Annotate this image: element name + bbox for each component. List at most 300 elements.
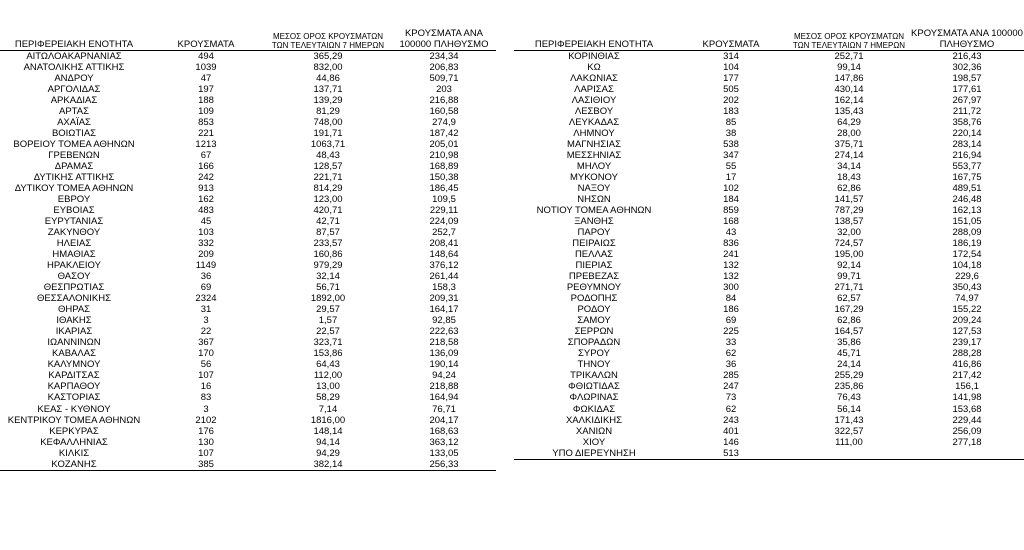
cell-per100k: 203 [436,84,452,96]
cell-per100k: 218,88 [429,381,459,393]
cell-region: ΝΟΤΙΟΥ ΤΟΜΕΑ ΑΘΗΝΩΝ [536,205,652,217]
table-row [514,227,1024,238]
table-row [0,359,496,370]
table-row [514,205,1024,216]
cell-avg7: 255,29 [834,370,864,382]
cell-region: ΦΛΩΡΙΝΑΣ [569,392,619,404]
cell-per100k: 489,51 [952,183,982,195]
table-row [0,106,496,117]
cell-avg7: 87,57 [316,227,340,239]
cell-cases: 2102 [195,414,217,426]
cell-avg7: 430,14 [834,84,864,96]
cell-avg7: 24,14 [837,359,861,371]
cell-per100k: 216,43 [952,51,982,62]
cell-region: ΧΙΟΥ [582,436,606,448]
table-row [0,117,496,128]
cell-region: ΘΑΣΟΥ [57,271,91,283]
cell-avg7: 22,57 [316,326,340,338]
table-row [0,348,496,359]
table-row [0,51,496,63]
cell-per100k: 186,45 [429,183,459,195]
cell-avg7: 832,00 [313,62,343,74]
cell-per100k: 168,63 [429,425,459,437]
cell-region: ΣΠΟΡΑΔΩΝ [567,337,621,349]
table-row [514,117,1024,128]
cell-cases: 853 [198,117,214,129]
cell-region: ΑΝΔΡΟΥ [54,73,94,85]
cell-region: ΚΑΛΥΜΝΟΥ [47,359,101,371]
cell-region: ΚΑΒΑΛΑΣ [52,348,96,360]
cell-region: ΛΕΣΒΟΥ [574,106,614,118]
table-row [0,415,496,426]
cell-per100k: 358,76 [952,117,982,129]
cell-cases: 494 [198,51,214,62]
cell-per100k: 553,77 [952,161,982,173]
cell-cases: 300 [723,282,739,294]
cell-per100k: 229,11 [429,205,459,217]
cell-per100k: 216,88 [429,95,459,107]
table-row [0,304,496,315]
table-row [0,172,496,183]
cell-region: ΚΙΛΚΙΣ [58,447,90,459]
table-row [514,216,1024,227]
table-row [514,150,1024,161]
cell-region: ΑΧΑΪΑΣ [57,117,91,129]
cell-avg7: 420,71 [313,205,343,217]
cell-per100k: 288,28 [952,348,982,360]
cell-avg7: 1063,71 [310,139,346,151]
cell-avg7: 94,14 [316,436,340,448]
cell-region: ΜΥΚΟΝΟΥ [570,172,618,184]
cell-avg7: 274,14 [834,150,864,162]
table-row [514,315,1024,326]
table-row [0,392,496,403]
cell-region: ΚΑΡΔΙΤΣΑΣ [48,370,100,382]
table-row [514,95,1024,106]
cell-avg7: 1892,00 [310,293,346,305]
cell-region: ΣΑΜΟΥ [577,315,611,327]
cell-avg7: 94,29 [316,447,340,459]
cell-avg7: 221,71 [313,172,343,184]
cell-per100k: 222,63 [429,326,459,338]
cell-avg7: 28,00 [837,128,861,140]
cell-per100k: 220,14 [952,128,982,140]
cell-region: ΜΑΓΝΗΣΙΑΣ [567,139,621,151]
cell-avg7: 7,14 [318,403,338,415]
cell-region: ΤΡΙΚΑΛΩΝ [570,370,618,382]
cell-avg7: 56,71 [316,282,340,294]
cell-per100k: 204,17 [429,414,459,426]
cell-per100k: 229,44 [952,414,982,426]
cell-per100k: 150,38 [429,172,459,184]
cell-per100k: 133,05 [429,447,459,459]
cell-cases: 132 [723,260,739,272]
cell-region: ΚΟΖΑΝΗΣ [0,459,148,471]
table-row [514,293,1024,304]
table-row [0,315,496,326]
cell-avg7: 45,71 [837,348,861,360]
cell-avg7: 365,29 [313,51,343,62]
cell-region: ΔΡΑΜΑΣ [54,161,94,173]
cell-cases: 107 [198,370,214,382]
cell-cases: 243 [723,414,739,426]
cell-per100k: 209,24 [952,315,982,327]
cell-cases: 36 [200,271,212,283]
table-row [0,139,496,150]
header-row [514,22,1024,51]
cell-cases: 221 [198,128,214,140]
cell-region: ΝΑΞΟΥ [577,183,611,195]
cell-region: ΔΥΤΙΚΟΥ ΤΟΜΕΑ ΑΘΗΝΩΝ [14,183,134,195]
cell-avg7: 139,29 [313,95,343,107]
cell-region: ΑΙΤΩΛΟΑΚΑΡΝΑΝΙΑΣ [26,51,122,62]
cell-avg7: 153,86 [313,348,343,360]
table-row [0,194,496,205]
cell-region: ΧΑΛΚΙΔΙΚΗΣ [565,414,623,426]
cell-cases: 109 [198,106,214,118]
table-row [0,205,496,216]
cell-per100k: 239,17 [952,337,982,349]
cell-cases: 69 [725,315,737,327]
cell-avg7: 128,57 [313,161,343,173]
cell-cases: 1149 [195,260,217,272]
cell-cases: 184 [723,194,739,206]
cell-avg7: 787,29 [834,205,864,217]
cell-region: ΖΑΚΥΝΘΟΥ [47,227,101,239]
cell-cases: 332 [198,238,214,250]
cell-avg7: 148,14 [313,425,343,437]
cell-region: ΦΘΙΩΤΙΔΑΣ [568,381,620,393]
cell-cases: 162 [198,194,214,206]
cell-region: ΓΡΕΒΕΝΩΝ [48,150,100,162]
table-row [514,106,1024,117]
cell-cases: 186 [723,304,739,316]
table-row [514,415,1024,426]
cell-region: ΠΑΡΟΥ [577,227,611,239]
cell-cases: 166 [198,161,214,173]
cell-region: ΣΕΡΡΩΝ [574,326,614,338]
table-row [0,271,496,282]
cell-per100k: 224,09 [429,216,459,228]
cell-per100k: 164,17 [429,304,459,316]
cell-avg7: 81,29 [316,106,340,118]
cell-region: ΒΟΡΕΙΟΥ ΤΟΜΕΑ ΑΘΗΝΩΝ [13,139,135,151]
cell-region: ΚΕΑΣ - ΚΥΘΝΟΥ [37,403,111,415]
table-body-left [0,51,496,471]
cell-per100k: 151,05 [952,216,982,228]
table-row [514,381,1024,392]
cell-per100k: 76,71 [432,403,456,415]
cell-per100k: 164,94 [429,392,459,404]
cell-region: ΘΕΣΣΑΛΟΝΙΚΗΣ [37,293,111,305]
cell-avg7: 56,14 [837,403,861,415]
cell-per100k: 167,75 [952,172,982,184]
table-row [514,183,1024,194]
table-row [0,249,496,260]
table-row [0,293,496,304]
cell-per100k: 92,85 [432,315,456,327]
cell-region: ΠΙΕΡΙΑΣ [575,260,613,272]
cell-region: ΕΥΒΟΙΑΣ [53,205,95,217]
cell-per100k: 162,13 [952,205,982,217]
cell-per100k: 155,22 [952,304,982,316]
header-region: ΠΕΡΙΦΕΡΕΙΑΚΗ ΕΝΟΤΗΤΑ [514,22,674,51]
table-row [0,161,496,172]
cell-cases: 33 [725,337,737,349]
cell-avg7: 1,57 [318,315,338,327]
cell-avg7: 35,86 [837,337,861,349]
table-row [0,282,496,293]
cell-avg7: 814,29 [313,183,343,195]
cell-per100k: 218,58 [429,337,459,349]
cell-avg7: 111,00 [835,436,863,448]
cell-per100k: 283,14 [952,139,982,151]
cell-cases: 285 [723,370,739,382]
cell-cases: 859 [723,205,739,217]
cell-cases: 73 [725,392,737,404]
cell-cases: 83 [200,392,212,404]
cell-per100k: 109,5 [432,194,456,206]
table-row [514,426,1024,437]
table-row [0,150,496,161]
cell-region: ΚΕΦΑΛΛΗΝΙΑΣ [40,436,108,448]
table-row [0,426,496,437]
cell-region: ΣΥΡΟΥ [578,348,610,360]
cell-per100k: 256,33 [392,459,496,471]
cell-cases: 104 [723,62,739,74]
cell-avg7: 62,86 [837,183,861,195]
cell-cases: 225 [723,326,739,338]
table-row [514,84,1024,95]
cell-avg7: 191,71 [313,128,343,140]
cell-region: ΑΡΓΟΛΙΔΑΣ [47,84,101,96]
cell-region: ΗΛΕΙΑΣ [56,238,92,250]
table-row [0,84,496,95]
cell-per100k: 246,48 [952,194,982,206]
cell-cases: 538 [723,139,739,151]
cell-per100k: 190,14 [429,359,459,371]
cell-region: ΤΗΝΟΥ [577,359,611,371]
table-row [514,326,1024,337]
cell-per100k: 141,98 [952,392,982,404]
cell-avg7: 235,86 [834,381,864,393]
cell-avg7: 724,57 [834,238,864,250]
cell-per100k: 274,9 [432,117,456,129]
cell-region: ΡΕΘΥΜΝΟΥ [566,282,622,294]
cell-cases: 836 [723,238,739,250]
cell-region: ΛΕΥΚΑΔΑΣ [568,117,620,129]
cell-cases: 43 [725,227,737,239]
cell-per100k: 252,7 [432,227,456,239]
table-row [514,172,1024,183]
cell-cases: 17 [725,172,737,184]
cell-avg7: 322,57 [834,425,864,437]
cell-cases: 314 [723,51,739,62]
cell-avg7: 112,00 [313,370,343,382]
table-row [514,448,1024,460]
cell-region: ΘΗΡΑΣ [57,304,91,316]
cell-cases: 247 [723,381,739,393]
cell-per100k: 208,41 [429,238,459,250]
cell-cases: 176 [198,425,214,437]
table-row [0,437,496,448]
cell-per100k: 217,42 [952,370,982,382]
table-row [514,337,1024,348]
cell-per100k: 177,61 [952,84,982,96]
cell-per100k: 416,86 [952,359,982,371]
cell-avg7: 171,43 [834,414,864,426]
cell-region: ΗΜΑΘΙΑΣ [52,249,96,261]
cell-per100k: 363,12 [429,436,459,448]
table-row [514,304,1024,315]
cell-region: ΜΗΛΟΥ [576,161,612,173]
cell-per100k: 277,18 [952,436,982,448]
header-avg7: ΜΕΣΟΣ ΟΡΟΣ ΚΡΟΥΣΜΑΤΩΝ ΤΩΝ ΤΕΛΕΥΤΑΙΩΝ 7 ΗΜΕΡΩΝ [264,22,392,51]
cell-region: ΘΕΣΠΡΩΤΙΑΣ [43,282,105,294]
cell-per100k: 267,97 [952,95,982,107]
table-row [0,216,496,227]
cell-avg7: 99,71 [837,271,861,283]
cell-cases: 170 [198,348,214,360]
cell-cases: 55 [725,161,737,173]
cell-per100k: 234,34 [429,51,459,62]
cell-avg7: 271,71 [834,282,864,294]
table-row [0,459,496,471]
cell-per100k: 158,3 [432,282,456,294]
cell-region: ΛΗΜΝΟΥ [573,128,615,140]
cell-region: ΡΟΔΟΠΗΣ [570,293,618,305]
table-row [0,326,496,337]
cell-avg7: 58,29 [316,392,340,404]
cell-cases: 132 [723,271,739,283]
cell-cases: 2324 [195,293,217,305]
table-row [514,73,1024,84]
table-row [514,51,1024,63]
table-row [0,238,496,249]
cell-region: ΚΩ [587,62,601,74]
cell-region: ΚΕΝΤΡΙΚΟΥ ΤΟΜΕΑ ΑΘΗΝΩΝ [7,414,141,426]
cell-cases: 347 [723,150,739,162]
table-row [514,161,1024,172]
cell-cases: 16 [200,381,212,393]
cell-avg7: 44,86 [316,73,340,85]
cell-per100k: 256,09 [952,425,982,437]
cell-per100k: 153,68 [952,403,982,415]
cell-cases: 102 [723,183,739,195]
cell-per100k: 127,53 [952,326,982,338]
cell-avg7: 147,86 [834,73,864,85]
cell-avg7: 64,29 [837,117,861,129]
cell-region: ΚΑΡΠΑΘΟΥ [47,381,101,393]
cell-per100k: 104,18 [952,260,982,272]
cell-per100k: 350,43 [952,282,982,294]
cell-cases: 107 [198,447,214,459]
cell-avg7: 164,57 [834,326,864,338]
cell-region: ΝΗΣΩΝ [577,194,611,206]
header-per100k: ΚΡΟΥΣΜΑΤΑ ΑΝΑ 100000 ΠΛΗΘΥΣΜΟ [392,22,496,51]
table-row [514,271,1024,282]
cell-per100k: 198,57 [952,73,982,85]
table-row [0,62,496,73]
cell-cases: 45 [200,216,212,228]
cell-per100k: 160,58 [429,106,459,118]
cell-avg7: 252,71 [834,51,864,62]
cell-region: ΙΩΑΝΝΙΝΩΝ [47,337,101,349]
table-row [0,260,496,271]
cell-per100k: 210,98 [429,150,459,162]
cell-cases: 177 [723,73,739,85]
cell-avg7: 18,43 [837,172,861,184]
table-row [0,95,496,106]
cell-cases: 62 [725,348,737,360]
cell-region: ΗΡΑΚΛΕΙΟΥ [47,260,101,272]
cell-avg7: 323,71 [313,337,343,349]
cell-avg7: 233,57 [313,238,343,250]
table-row [514,282,1024,293]
cell-avg7: 42,71 [316,216,340,228]
cell-cases: 69 [200,282,212,294]
cell-region: ΠΕΛΛΑΣ [574,249,614,261]
cell-per100k: 156,1 [955,381,979,393]
cell-avg7: 195,00 [834,249,864,261]
cell-avg7: 64,43 [316,359,340,371]
cell-cases: 3 [203,403,209,415]
table-row [514,249,1024,260]
table-row [0,370,496,381]
cell-per100k: 168,89 [429,161,459,173]
table-body-right [514,51,1024,460]
cell-cases: 62 [725,403,737,415]
cell-region: ΛΑΣΙΘΙΟΥ [571,95,617,107]
cell-avg7: 99,14 [837,62,861,74]
cell-region: ΙΘΑΚΗΣ [56,315,92,327]
table-row [514,139,1024,150]
cell-per100k: 509,71 [429,73,459,85]
table-row [0,183,496,194]
cell-per100k: 211,72 [952,106,982,118]
table-row [514,359,1024,370]
cell-cases: 367 [198,337,214,349]
cell-cases: 1039 [195,62,217,74]
cases-table-right [514,22,1024,460]
cell-region: ΜΕΣΣΗΝΙΑΣ [566,150,622,162]
cell-avg7: 375,71 [834,139,864,151]
cell-region: ΠΕΙΡΑΙΩΣ [572,238,616,250]
cell-per100k: 94,24 [432,370,456,382]
table-row [0,73,496,84]
header-region: ΠΕΡΙΦΕΡΕΙΑΚΗ ΕΝΟΤΗΤΑ [0,22,148,51]
cell-cases: 130 [198,436,214,448]
cell-region: ΞΑΝΘΗΣ [574,216,614,228]
cell-cases: 183 [723,106,739,118]
cell-per100k: 229,6 [955,271,979,283]
cell-avg7: 167,29 [834,304,864,316]
cell-region: ΑΝΑΤΟΛΙΚΗΣ ΑΤΤΙΚΗΣ [23,62,125,74]
cell-cases: 38 [725,128,737,140]
cell-cases: 401 [723,425,739,437]
cell-cases: 913 [198,183,214,195]
cell-avg7: 13,00 [316,381,340,393]
cell-avg7: 76,43 [837,392,861,404]
cell-cases: 209 [198,249,214,261]
cell-cases: 483 [198,205,214,217]
cell-region: ΔΥΤΙΚΗΣ ΑΤΤΙΚΗΣ [33,172,115,184]
cell-region: ΚΕΡΚΥΡΑΣ [49,425,99,437]
cell-avg7: 979,29 [313,260,343,272]
table-row [514,392,1024,403]
cell-per100k: 205,01 [429,139,459,151]
cell-per100k: 209,31 [429,293,459,305]
